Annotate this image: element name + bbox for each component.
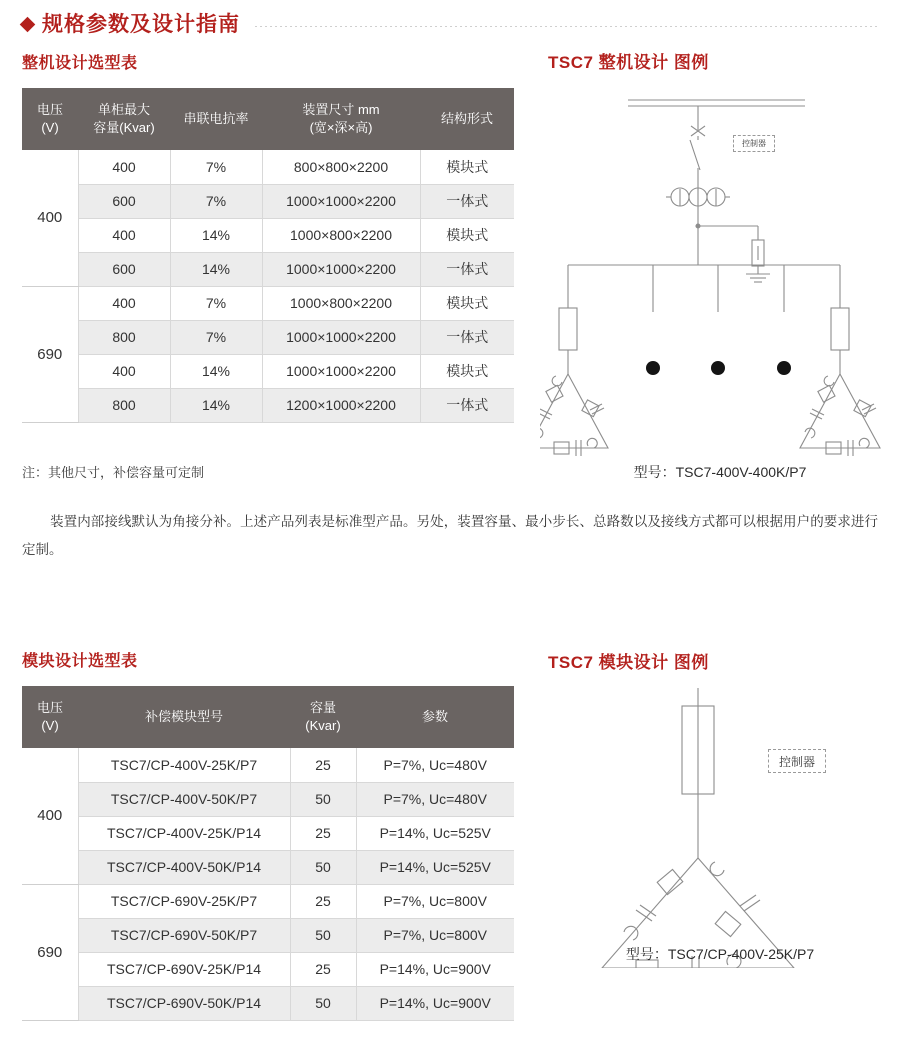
- left-branch-group: [540, 308, 608, 456]
- structure-cell: 一体式: [420, 320, 514, 354]
- ellipsis-dots: [646, 361, 791, 375]
- page-title: 规格参数及设计指南: [42, 13, 240, 36]
- capacity-cell: 25: [290, 884, 356, 918]
- voltage-group-cell: 690: [22, 286, 78, 422]
- table-row: [22, 816, 514, 850]
- capacity-cell: 50: [290, 986, 356, 1020]
- diagram2-caption: 型号：TSC7/CP-400V-25K/P7: [625, 946, 815, 962]
- section-header: [22, 8, 878, 38]
- table1-col-capacity: 单柜最大 容量(Kvar): [78, 88, 170, 150]
- voltage-group-cell: 690: [22, 884, 78, 1020]
- capacity-cell: 600: [78, 184, 170, 218]
- reactance-cell: 7%: [170, 184, 262, 218]
- capacity-cell: 25: [290, 952, 356, 986]
- reactance-cell: 7%: [170, 320, 262, 354]
- dimension-cell: 1000×800×2200: [262, 218, 420, 252]
- capacity-cell: 50: [290, 782, 356, 816]
- schematic-svg-2: [540, 678, 900, 968]
- structure-cell: 一体式: [420, 388, 514, 422]
- table1-header-row: [22, 88, 514, 150]
- whole-machine-schematic: [540, 80, 900, 470]
- param-cell: P=7%, Uc=800V: [356, 918, 514, 952]
- table1-col-dimension: 装置尺寸 mm (宽×深×高): [262, 88, 420, 150]
- right-branch-group: [800, 308, 880, 456]
- diagram1-caption: 型号：TSC7-400V-400K/P7: [633, 464, 807, 480]
- param-cell: P=7%, Uc=800V: [356, 884, 514, 918]
- dimension-cell: 1000×800×2200: [262, 286, 420, 320]
- reactance-cell: 14%: [170, 252, 262, 286]
- dimension-cell: 1200×1000×2200: [262, 388, 420, 422]
- model-cell: TSC7/CP-400V-50K/P14: [78, 850, 290, 884]
- structure-cell: 模块式: [420, 354, 514, 388]
- capacity-cell: 800: [78, 388, 170, 422]
- table2-col-param: 参数: [356, 686, 514, 748]
- reactance-cell: 14%: [170, 388, 262, 422]
- reactance-cell: 7%: [170, 150, 262, 184]
- table-row: [22, 952, 514, 986]
- capacity-cell: 50: [290, 918, 356, 952]
- capacity-cell: 400: [78, 286, 170, 320]
- table1-col-reactance: 串联电抗率: [170, 88, 262, 150]
- table-row: [22, 918, 514, 952]
- table-row: [22, 884, 514, 918]
- model-cell: TSC7/CP-400V-50K/P7: [78, 782, 290, 816]
- whole-machine-selection-table: [22, 88, 514, 423]
- table1-col-voltage: 电压 (V): [22, 88, 78, 150]
- table-row: [22, 354, 514, 388]
- model-cell: TSC7/CP-690V-50K/P14: [78, 986, 290, 1020]
- table-row: [22, 748, 514, 782]
- reactance-cell: 14%: [170, 218, 262, 252]
- dimension-cell: 1000×1000×2200: [262, 354, 420, 388]
- dimension-cell: 1000×1000×2200: [262, 320, 420, 354]
- capacity-cell: 600: [78, 252, 170, 286]
- capacity-cell: 25: [290, 816, 356, 850]
- table2-col-model: 补偿模块型号: [78, 686, 290, 748]
- table-row: [22, 218, 514, 252]
- table-row: [22, 388, 514, 422]
- table-row: [22, 286, 514, 320]
- param-cell: P=14%, Uc=525V: [356, 816, 514, 850]
- capacity-cell: 50: [290, 850, 356, 884]
- voltage-group-cell: 400: [22, 150, 78, 286]
- param-cell: P=7%, Uc=480V: [356, 748, 514, 782]
- model-cell: TSC7/CP-400V-25K/P7: [78, 748, 290, 782]
- table2-col-capacity: 容量 (Kvar): [290, 686, 356, 748]
- structure-cell: 模块式: [420, 218, 514, 252]
- dimension-cell: 1000×1000×2200: [262, 184, 420, 218]
- model-cell: TSC7/CP-690V-25K/P7: [78, 884, 290, 918]
- module-schematic: [540, 678, 900, 968]
- paragraph-text: 装置内部接线默认为角接分补。上述产品列表是标准型产品。另处，装置容量、最小步长、总路数以及接线方式都可以根据用户的要求进行定制。: [22, 514, 878, 558]
- param-cell: P=14%, Uc=525V: [356, 850, 514, 884]
- diamond-bullet-icon: [20, 16, 36, 32]
- param-cell: P=7%, Uc=480V: [356, 782, 514, 816]
- table2-title: 模块设计选型表: [22, 653, 138, 670]
- table-row: [22, 184, 514, 218]
- table1-col-structure: 结构形式: [420, 88, 514, 150]
- capacity-cell: 25: [290, 748, 356, 782]
- structure-cell: 一体式: [420, 252, 514, 286]
- diagram1-title: TSC7 整机设计 图例: [548, 53, 709, 72]
- reactance-cell: 7%: [170, 286, 262, 320]
- model-cell: TSC7/CP-690V-50K/P7: [78, 918, 290, 952]
- diagram2-title: TSC7 模块设计 图例: [548, 653, 709, 672]
- controller-label-box-2: 控制器: [768, 749, 826, 773]
- table-row: [22, 850, 514, 884]
- table-row: [22, 782, 514, 816]
- structure-cell: 模块式: [420, 286, 514, 320]
- schematic-svg-1: [540, 80, 900, 470]
- structure-cell: 模块式: [420, 150, 514, 184]
- voltage-group-cell: 400: [22, 748, 78, 884]
- reactance-cell: 14%: [170, 354, 262, 388]
- capacity-cell: 400: [78, 218, 170, 252]
- table-row: [22, 252, 514, 286]
- capacity-cell: 800: [78, 320, 170, 354]
- table1-title: 整机设计选型表: [22, 55, 138, 72]
- table2-col-voltage: 电压 (V): [22, 686, 78, 748]
- header-dotted-divider: [255, 26, 878, 27]
- table1-note: 注：其他尺寸，补偿容量可定制: [22, 465, 205, 480]
- model-cell: TSC7/CP-400V-25K/P14: [78, 816, 290, 850]
- table-row: [22, 320, 514, 354]
- controller-label-box-1: 控制器: [733, 135, 775, 152]
- capacity-cell: 400: [78, 354, 170, 388]
- capacity-cell: 400: [78, 150, 170, 184]
- table2-header-row: [22, 686, 514, 748]
- table-row: [22, 150, 514, 184]
- structure-cell: 一体式: [420, 184, 514, 218]
- body-paragraph: [22, 508, 878, 565]
- param-cell: P=14%, Uc=900V: [356, 952, 514, 986]
- dimension-cell: 800×800×2200: [262, 150, 420, 184]
- param-cell: P=14%, Uc=900V: [356, 986, 514, 1020]
- model-cell: TSC7/CP-690V-25K/P14: [78, 952, 290, 986]
- module-selection-table: [22, 686, 514, 1021]
- table-row: [22, 986, 514, 1020]
- dimension-cell: 1000×1000×2200: [262, 252, 420, 286]
